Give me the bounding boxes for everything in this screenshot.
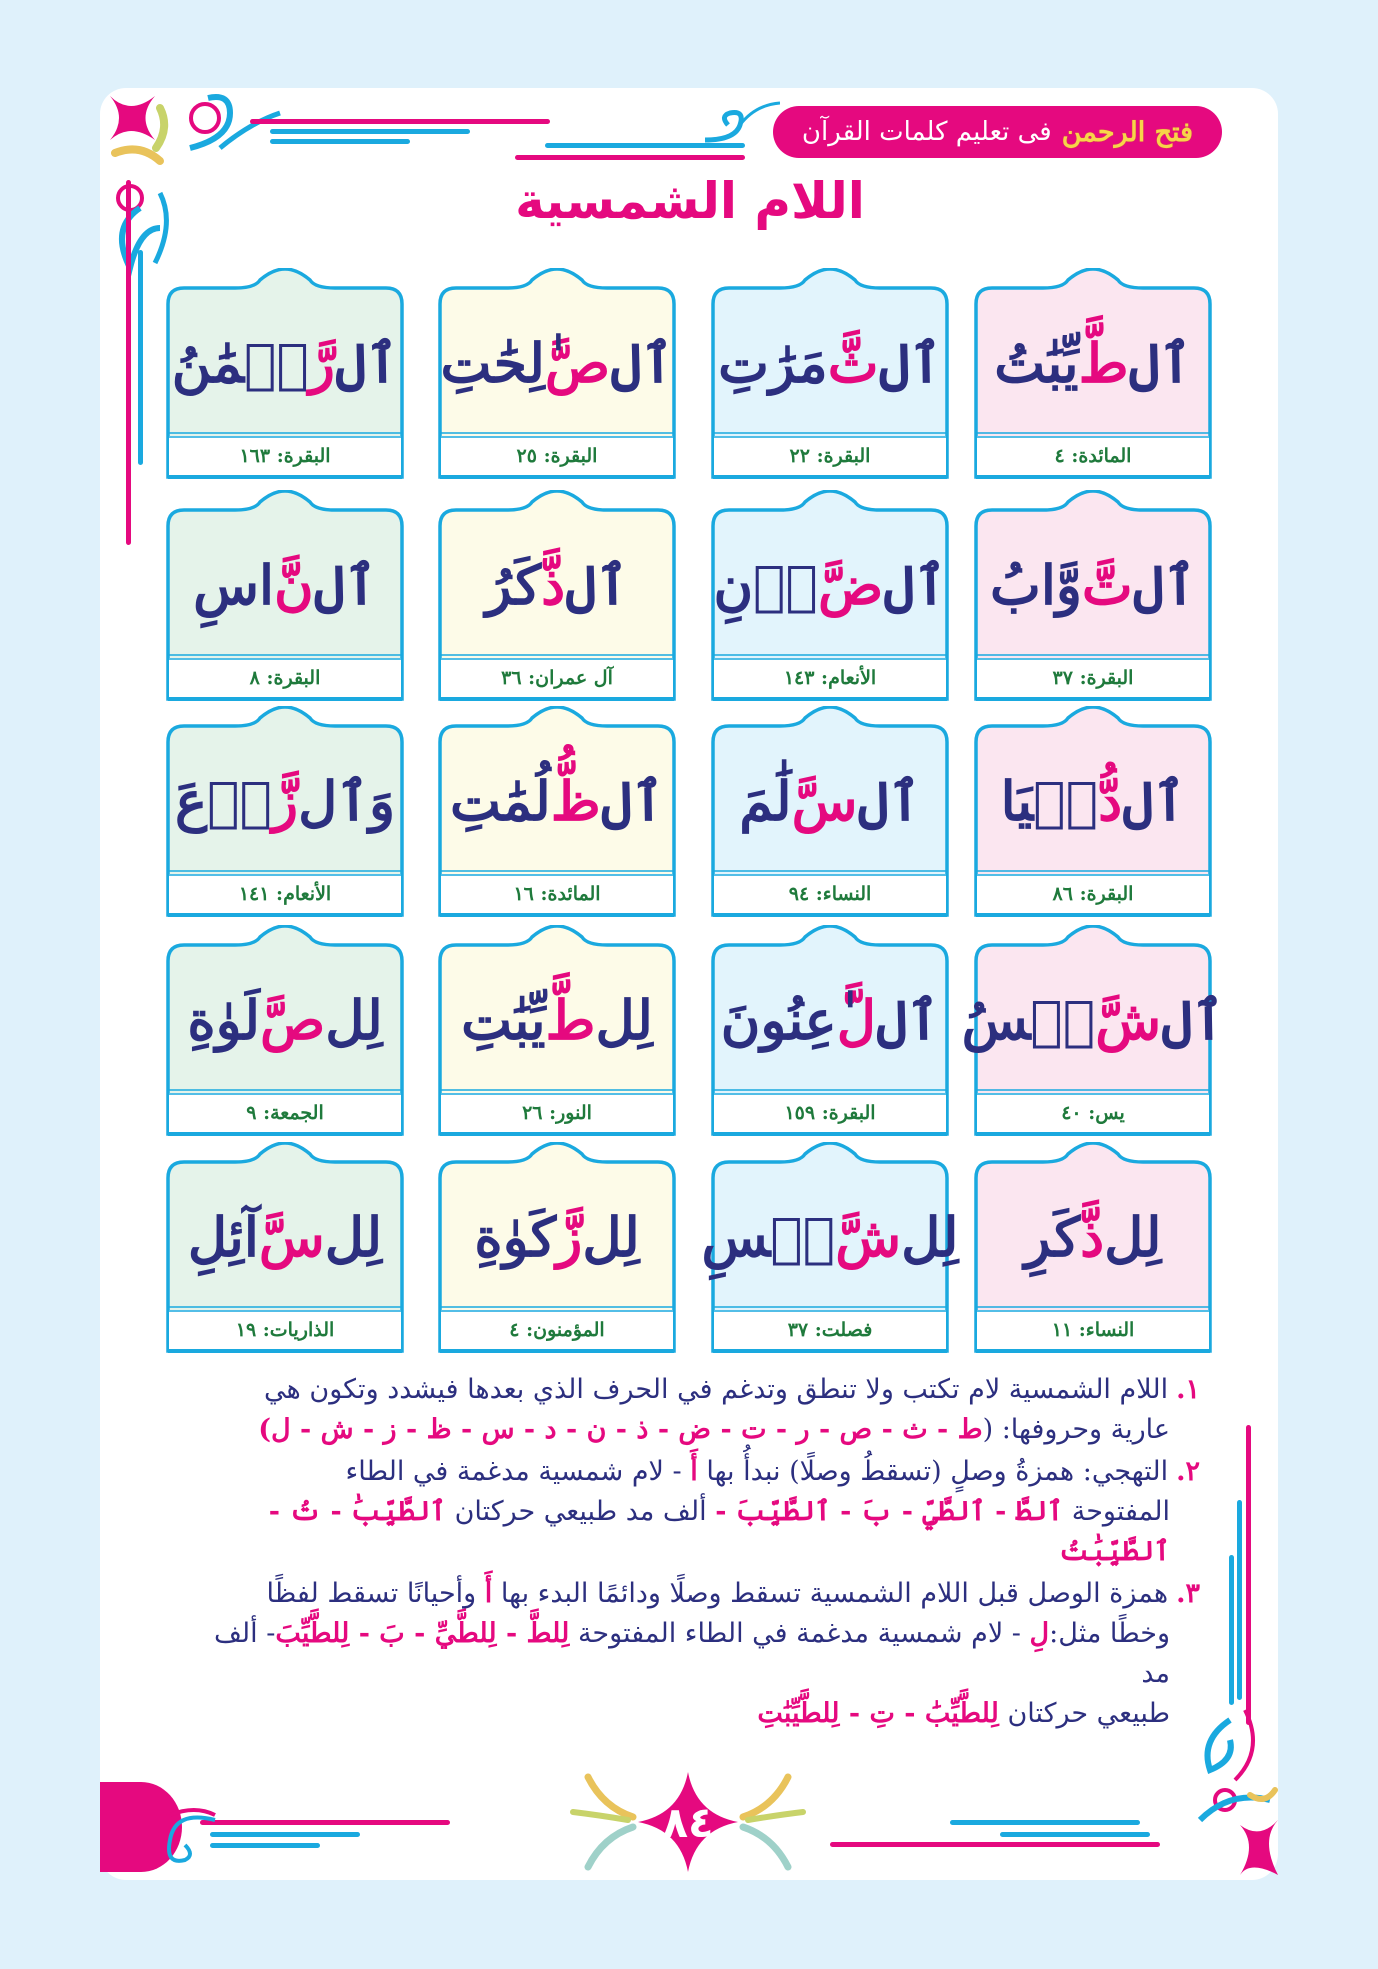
word-card (437, 706, 677, 918)
word-prefix: ٱل (610, 331, 674, 395)
word-card (710, 706, 950, 918)
surah-reference: آل عمران: ٣٦ (501, 667, 613, 689)
surah-reference: يس: ٤٠ (1061, 1102, 1125, 1124)
surah-reference: النساء: ١١ (1051, 1319, 1135, 1341)
surah-reference: البقرة: ١٥٩ (784, 1102, 876, 1124)
quran-word (973, 298, 1213, 428)
word-rest: كَرُ (485, 553, 542, 617)
word-card (701, 1142, 959, 1354)
word-prefix: وَٱل (298, 769, 396, 833)
note-text: - لام شمسية مدغمة في الطاء المفتوحة (577, 1618, 1021, 1649)
word-rest: لَٰمَ (739, 769, 792, 833)
note-text: وخطًا مثل: (1049, 1618, 1170, 1649)
leaf-ornament-icon (738, 1772, 808, 1872)
word-rest: لَوٰةِ (187, 988, 260, 1052)
note-text: المفتوحة (1071, 1496, 1170, 1527)
word-card (710, 268, 950, 480)
shamsi-letter: ذَّ (541, 553, 566, 617)
word-prefix: لِل (324, 1205, 383, 1269)
surah-reference: النور: ٢٦ (522, 1102, 592, 1124)
word-rest: اسِ (193, 553, 274, 617)
note-text: طبيعي حركتان (1007, 1698, 1170, 1729)
word-card (165, 925, 405, 1137)
quran-word (165, 520, 405, 650)
quran-word (701, 1172, 959, 1302)
shamsi-letter: نَّ (274, 553, 314, 617)
right-blue-line (1229, 1555, 1234, 1705)
word-card (165, 1142, 405, 1354)
word-prefix: ٱل (857, 769, 921, 833)
word-prefix: ٱل (334, 331, 399, 395)
shamsi-letter: لَّ (836, 988, 877, 1052)
word-card (710, 490, 950, 702)
word-prefix: ٱل (313, 553, 377, 617)
word-rest: كَرِ (1024, 1205, 1081, 1269)
shamsi-letter: صَّ (260, 988, 326, 1052)
quran-word (973, 736, 1213, 866)
shamsi-letter: دُّ (1098, 769, 1123, 833)
right-pink-line (1246, 1425, 1251, 1725)
note-continuation (190, 1614, 1200, 1694)
note-number: ٣. (1176, 1578, 1200, 1609)
shamsi-letter: صَّ (544, 331, 611, 395)
word-card (437, 1142, 677, 1354)
surah-reference: البقرة: ٨٦ (1052, 883, 1134, 905)
shamsi-letter: ثَّ (827, 331, 879, 395)
note-text: ألف مد طبيعي حركتان (454, 1496, 707, 1527)
surah-reference: البقرة: ١٦٣ (239, 445, 331, 467)
word-prefix: ٱل (1122, 769, 1186, 833)
quran-word (710, 736, 950, 866)
note-1 (190, 1370, 1200, 1450)
word-prefix: ٱل (1128, 331, 1192, 395)
note-highlight: لِلطَّيِّبَٰ - تِ - لِلطَّيِّبَٰتِ (757, 1698, 999, 1729)
top-blue-line (270, 129, 470, 134)
swirl-ornament-icon (140, 1800, 220, 1870)
note-text: التهجي: همزةُ وصلٍ (تسقطُ وصلًا) نبدأُ بها (706, 1456, 1169, 1487)
word-rest: وَّابُ (989, 553, 1082, 617)
note-continuation (190, 1694, 1200, 1734)
note-2 (190, 1452, 1200, 1572)
word-rest: أۡنِ (713, 553, 818, 617)
shamsi-letter: ذَّ (1080, 1205, 1105, 1269)
note-text: - ألف مد (213, 1618, 1170, 1689)
shamsi-letter: ظُّ (550, 769, 601, 833)
surah-reference: البقرة: ٨ (249, 667, 321, 689)
quran-word (165, 1172, 405, 1302)
word-card (437, 490, 677, 702)
note-text: همزة الوصل قبل اللام الشمسية تسقط وصلًا ودائمًا البدء بها (500, 1578, 1169, 1609)
quran-word (437, 520, 677, 650)
bottom-blue-line (210, 1832, 360, 1837)
note-continuation (190, 1410, 1200, 1450)
note-text: وأحيانًا تسقط لفظًا (266, 1578, 477, 1609)
note-text: - لام شمسية مدغمة في الطاء (345, 1456, 682, 1487)
word-prefix: ٱل (883, 553, 947, 617)
quran-word (437, 1172, 677, 1302)
word-card (961, 925, 1225, 1137)
surah-reference: الأنعام: ١٤٣ (783, 667, 877, 689)
quran-word (437, 955, 677, 1085)
quran-word (165, 298, 405, 428)
surah-reference: الجمعة: ٩ (246, 1102, 324, 1124)
page-title: اللام الشمسية (515, 172, 865, 230)
book-subtitle: فى تعليم كلمات القرآن (801, 117, 1052, 147)
shamsi-letter: سَّ (258, 1205, 325, 1269)
word-rest: كَوٰةِ (474, 1205, 557, 1269)
word-rest: ٰلِحَٰتِ (440, 331, 545, 395)
note-3 (190, 1574, 1200, 1734)
shamsi-letter: طَّ (545, 988, 596, 1052)
quran-word (437, 298, 677, 428)
surah-reference: النساء: ٩٤ (788, 883, 872, 905)
top-blue-line (270, 139, 410, 144)
leaf-ornament-icon (568, 1772, 638, 1872)
word-rest: يِّبَٰتِ (461, 988, 546, 1052)
quran-word (973, 1172, 1213, 1302)
shamsi-letters: ط - ث - ص - ر - ت - ض - ذ - ن - د - س - ظ - ز - ش - ل (270, 1414, 983, 1445)
word-prefix: ٱل (878, 331, 942, 395)
page-number-text: ٨٤ (662, 1797, 714, 1847)
note-highlight: ٱلطَّ - ٱلطَّيِّ - بَ - ٱلطَّيِّبَ - (715, 1496, 1064, 1527)
top-pink-line (250, 119, 550, 124)
word-rest: رۡعَ (174, 769, 272, 833)
shamsi-letter: ضَّ (817, 553, 884, 617)
surah-reference: المائدة: ١٦ (513, 883, 601, 905)
word-rest: آئِلِ (187, 1205, 259, 1269)
word-rest: نۡيَا (1000, 769, 1099, 833)
note-text: عارية وحروفها: ( (982, 1414, 1170, 1445)
note-number: ١. (1176, 1374, 1200, 1405)
word-card (165, 706, 405, 918)
quran-word (710, 298, 950, 428)
word-rest: مۡسِ (701, 1205, 836, 1269)
swirl-ornament-icon (700, 100, 780, 160)
note-highlight: لِلطَّ - لِلطَّيِّ - بَ - لِلطَّيِّبَ (275, 1618, 570, 1649)
surah-reference: الذاريات: ١٩ (235, 1319, 335, 1341)
word-card (973, 706, 1213, 918)
shamsi-letter: زَّ (556, 1205, 583, 1269)
word-prefix: ٱل (565, 553, 629, 617)
word-prefix: ٱل (1132, 553, 1197, 617)
quran-word (710, 955, 950, 1085)
note-highlight: لِ (1029, 1618, 1050, 1649)
quran-word (165, 736, 405, 866)
surah-reference: البقرة: ٢٢ (789, 445, 871, 467)
corner-ornament-icon (1190, 1700, 1280, 1880)
word-prefix: لِل (595, 988, 653, 1052)
quran-word (710, 520, 950, 650)
word-rest: لُمَٰتِ (450, 769, 551, 833)
note-number: ٢. (1176, 1456, 1200, 1487)
left-blue-line (138, 250, 143, 465)
word-prefix: ٱل (600, 769, 664, 833)
explanation-notes (190, 1370, 1200, 1736)
quran-word (973, 520, 1213, 650)
word-rest: مَرَٰتِ (718, 331, 828, 395)
bottom-blue-line (950, 1820, 1140, 1825)
bottom-blue-line (1000, 1832, 1150, 1837)
surah-reference: المائدة: ٤ (1054, 445, 1132, 467)
bottom-pink-line (830, 1842, 1160, 1847)
shamsi-letter: زَّ (272, 769, 299, 833)
shamsi-letter: رَّ (308, 331, 335, 395)
surah-reference: المؤمنون: ٤ (509, 1319, 605, 1341)
word-card (973, 490, 1213, 702)
word-rest: يِّبَٰتُ (994, 331, 1079, 395)
left-pink-line (126, 180, 131, 545)
word-card (710, 925, 950, 1137)
quran-word (961, 955, 1225, 1085)
word-card (973, 1142, 1213, 1354)
surah-reference: فصلت: ٣٧ (787, 1319, 873, 1341)
quran-word (437, 736, 677, 866)
word-prefix: لِل (582, 1205, 640, 1269)
word-card (165, 268, 405, 480)
bottom-blue-line (210, 1843, 320, 1848)
note-continuation (190, 1492, 1200, 1572)
word-card (437, 925, 677, 1137)
note-text: ) (258, 1414, 271, 1445)
quran-word (165, 955, 405, 1085)
surah-reference: البقرة: ٣٧ (1052, 667, 1134, 689)
shamsi-letter: تَّ (1081, 553, 1133, 617)
shamsi-letter: شَّ (835, 1205, 902, 1269)
note-highlight: أَ (690, 1456, 698, 1487)
book-brand: فتح الرحمن (1061, 116, 1194, 148)
shamsi-letter: سَّ (791, 769, 858, 833)
word-prefix: ٱل (1161, 988, 1225, 1052)
shamsi-letter: طَّ (1078, 331, 1129, 395)
note-text: اللام الشمسية لام تكتب ولا تنطق وتدغم في الحرف الذي بعدها فيشدد وتكون هي (264, 1374, 1169, 1405)
surah-reference: الأنعام: ١٤١ (238, 883, 332, 905)
note-highlight: ٱلطَّيِّبَٰ - تُ - ٱلطَّيِّبَٰتُ (268, 1496, 1170, 1567)
word-card (973, 268, 1213, 480)
word-prefix: لِل (901, 1205, 959, 1269)
surah-reference: البقرة: ٢٥ (516, 445, 598, 467)
page-number (638, 1772, 738, 1872)
word-prefix: لِل (1104, 1205, 1162, 1269)
note-highlight: أَ (484, 1578, 493, 1609)
word-prefix: ٱل (876, 988, 940, 1052)
word-rest: ٰعِنُونَ (720, 988, 837, 1052)
word-rest: حۡمَٰنُ (171, 331, 309, 395)
book-header (773, 106, 1222, 158)
word-prefix: لِل (325, 988, 383, 1052)
word-card (165, 490, 405, 702)
shamsi-letter: شَّ (1095, 988, 1162, 1052)
word-card (437, 268, 677, 480)
bottom-pink-line (200, 1820, 450, 1825)
right-blue-line (1237, 1500, 1242, 1700)
word-rest: مۡسُ (961, 988, 1096, 1052)
